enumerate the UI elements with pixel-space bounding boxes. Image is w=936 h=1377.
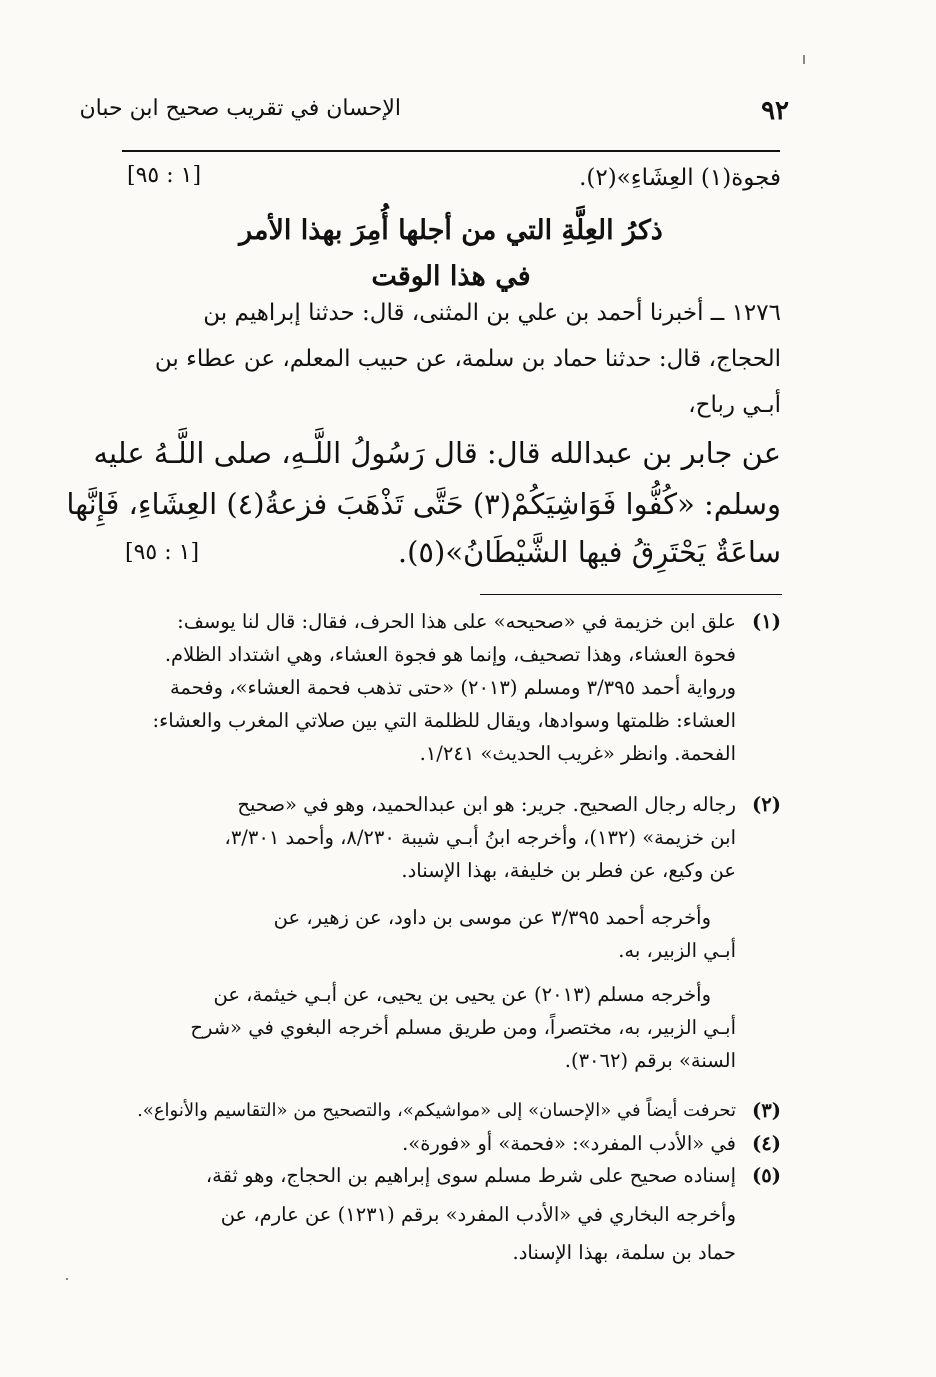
- page-number: ٩٢: [761, 96, 789, 126]
- footnote-line: أبـي الزبير، به.: [618, 939, 736, 962]
- footnote-line: فحوة العشاء، وهذا تصحيف، وإنما هو فجوة العشاء، وهي اشتداد الظلام.: [164, 643, 736, 666]
- hadith-isnad-line: أبـي رباح،: [688, 392, 781, 418]
- footnote-line: أبـي الزبير، به، مختصراً، ومن طريق مسلم أخرجه البغوي في «شرح: [190, 1016, 736, 1039]
- chapter-heading-line1: ذكرُ العِلَّةِ التي من أجلها أُمِرَ بهذا الأمر: [239, 215, 663, 246]
- footnote-number: (١): [752, 610, 781, 633]
- footnote-line: وأخرجه مسلم (٢٠١٣) عن يحيى بن يحيى، عن أبـي خيثمة، عن: [213, 983, 711, 1006]
- scan-mark: [803, 55, 805, 64]
- footnote-line: حماد بن سلمة، بهذا الإسناد.: [512, 1241, 736, 1264]
- footnote-line: إسناده صحيح على شرط مسلم سوى إبراهيم بن الحجاج، وهو ثقة،: [205, 1164, 736, 1187]
- running-header-title: الإحسان في تقريب صحيح ابن حبان: [79, 96, 401, 121]
- hadith-matn-line: عن جابر بن عبدالله قال: قال رَسُولُ اللَّـهِ، صلى اللَّـهُ عليه: [93, 436, 781, 470]
- footnote-line: رجاله رجال الصحيح. جرير: هو ابن عبدالحميد، وهو في «صحيح: [237, 793, 736, 816]
- reference-bracket: [١ : ٩٥]: [125, 540, 200, 565]
- reference-bracket: [١ : ٩٥]: [127, 163, 202, 188]
- hadith-matn-line: وسلم: «كُفُّوا فَوَاشِيَكُمْ(٣) حَتَّى تَذْهَبَ فزعةُ(٤) العِشَاءِ، فَإِنَّها: [66, 487, 781, 521]
- footnote-number: (٣): [752, 1099, 781, 1122]
- continuation-line: فجوة(١) العِشَاءِ»(٢).: [579, 165, 781, 191]
- footnote-number: (٢): [752, 793, 781, 816]
- footnote-line: الفحمة. وانظر «غريب الحديث» ١/٢٤١.: [419, 742, 736, 765]
- header-rule: [122, 150, 780, 152]
- footnote-line: العشاء: ظلمتها وسوادها، ويقال للظلمة التي بين صلاتي المغرب والعشاء:: [152, 709, 736, 732]
- footnote-number: (٥): [752, 1164, 781, 1187]
- footnote-line: وأخرجه البخاري في «الأدب المفرد» برقم (١٢٣١) عن عارم، عن: [220, 1203, 736, 1226]
- footnote-line: السنة» برقم (٣٠٦٢).: [564, 1049, 736, 1072]
- hadith-isnad-line: ١٢٧٦ ــ أخبرنا أحمد بن علي بن المثنى، قال: حدثنا إبراهيم بن: [203, 300, 781, 326]
- scan-mark: [66, 1278, 68, 1280]
- footnote-line: عن وكيع، عن فطر بن خليفة، بهذا الإسناد.: [401, 859, 736, 882]
- footnote-line: علق ابن خزيمة في «صحيحه» على هذا الحرف، فقال: قال لنا يوسف:: [177, 610, 736, 633]
- chapter-heading-line2: في هذا الوقت: [371, 261, 531, 292]
- footnote-line: تحرفت أيضاً في «الإحسان» إلى «مواشيكم»، والتصحيح من «التقاسيم والأنواع».: [137, 1100, 736, 1121]
- footnote-number: (٤): [752, 1132, 781, 1155]
- footnote-line: ابن خزيمة» (١٣٢)، وأخرجه ابنُ أبـي شيبة ٨/٢٣٠، وأحمد ٣/٣٠١،: [224, 826, 736, 849]
- footnote-line: وأخرجه أحمد ٣/٣٩٥ عن موسى بن داود، عن زهير، عن: [273, 906, 711, 929]
- footnote-line: ورواية أحمد ٣/٣٩٥ ومسلم (٢٠١٣) «حتى تذهب فحمة العشاء»، وفحمة: [169, 676, 736, 699]
- hadith-matn-line: ساعَةٌ يَحْتَرِقُ فيها الشَّيْطَانُ»(٥).: [397, 535, 781, 569]
- footnote-separator: [480, 594, 782, 595]
- hadith-isnad-line: الحجاج، قال: حدثنا حماد بن سلمة، عن حبيب المعلم، عن عطاء بن: [154, 346, 781, 372]
- footnote-line: في «الأدب المفرد»: «فحمة» أو «فورة».: [402, 1132, 736, 1155]
